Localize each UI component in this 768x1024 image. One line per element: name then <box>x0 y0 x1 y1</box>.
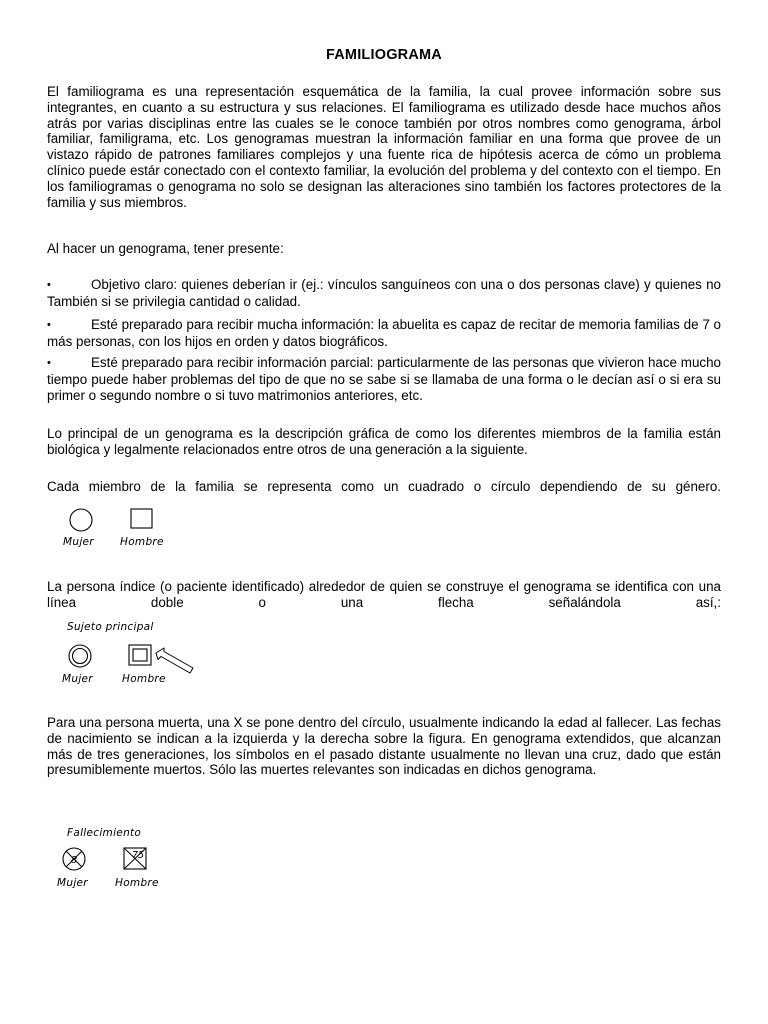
sujeto-hombre-label: Hombre <box>122 673 166 685</box>
principal-paragraph: Lo principal de un genograma es la descripción gráfica de como los diferentes miembros de la familia están biológica y legalmente relacionados entre otros de una generación a la siguiente. <box>47 426 721 457</box>
hombre-inner-square <box>133 649 147 661</box>
pointer-arrow-icon <box>156 648 193 673</box>
bullet-item-3 <box>47 355 721 403</box>
gender-symbols-figure <box>60 506 180 536</box>
persona-muerta-paragraph: Para una persona muerta, una X se pone dentro del círculo, usualmente indicando la edad al fallecer. Las fechas de nacimiento se indican a la izquierda y la derecha sobre la figura. En genograma extendidos, que alcanzan más de tres generaciones, los símbolos en el pasado distante usualmente no llevan una cruz, dado que están presumiblemente muertos. Sólo las muertes relevantes son indicadas en dichos genograma. <box>47 715 721 778</box>
bullet-dot: • <box>47 357 51 369</box>
fallecimiento-mujer-label: Mujer <box>57 877 88 889</box>
bullet-dot: • <box>47 319 51 331</box>
cada-miembro-paragraph: Cada miembro de la familia se representa como un cuadrado o círculo dependiendo de su género. <box>47 479 721 494</box>
mujer-inner-circle <box>73 649 88 664</box>
sujeto-principal-figure <box>60 642 200 674</box>
sujeto-principal-caption: Sujeto principal <box>67 621 154 633</box>
fallecimiento-hombre-label: Hombre <box>115 877 159 889</box>
fallecimiento-figure <box>60 847 180 877</box>
bullet-item-1 <box>47 277 721 310</box>
hombre-double-square-icon <box>129 645 151 665</box>
hombre-age-text: 75 <box>131 850 145 861</box>
mujer-label: Mujer <box>63 536 94 548</box>
bullet-text: Esté preparado para recibir información parcial: particularmente de las personas que vivieron hace mucho tiempo puede haber problemas del tipo de que no se sabe si se llamaba de una forma o le decían así o si era su primer o segundo nombre o si tuvo matrimonios anteriores, etc. <box>47 355 721 403</box>
bullet-text: Objetivo claro: quienes deberían ir (ej.: vínculos sanguíneos con una o dos personas clave) y quienes no También si se privilegia cantidad o calidad. <box>47 277 721 309</box>
document-title: FAMILIOGRAMA <box>326 47 442 63</box>
bullet-text: Esté preparado para recibir mucha información: la abuelita es capaz de recitar de memoria familias de 7 o más personas, con los hijos en orden y datos biográficos. <box>47 317 721 349</box>
bullet-dot: • <box>47 279 51 291</box>
mujer-age-text: 8 <box>70 855 78 866</box>
mujer-circle-icon <box>70 509 92 531</box>
persona-indice-paragraph: La persona índice (o paciente identificado) alrededor de quien se construye el genograma se identifica con una línea doble o una flecha señalándola así,: <box>47 579 721 610</box>
bullet-item-2 <box>47 317 721 350</box>
sujeto-mujer-label: Mujer <box>62 673 93 685</box>
hombre-label: Hombre <box>120 536 164 548</box>
fallecimiento-caption: Fallecimiento <box>67 827 142 839</box>
al-hacer-paragraph: Al hacer un genograma, tener presente: <box>47 241 284 256</box>
hombre-square-icon <box>131 509 152 528</box>
intro-paragraph: El familiograma es una representación esquemática de la familia, la cual provee información sobre sus integrantes, en cuanto a su estructura y sus relaciones. El familiograma es utilizado desde hace muchos años atrás por varias disciplinas entre las cuales se le conoce también por otros nombres como genograma, árbol familiar, familigrama, etc. Los genogramas muestran la información familiar en una forma que provee de un vistazo rápido de patrones familiares complejos y una fuente rica de hipótesis acerca de cómo un problema clínico puede estár conectado con el contexto familiar, la evolución del problema y del contexto con el tiempo. En los familiogramas o genograma no solo se designan las alteraciones sino también los factores protectores de la familia y sus miembros. <box>47 84 721 210</box>
